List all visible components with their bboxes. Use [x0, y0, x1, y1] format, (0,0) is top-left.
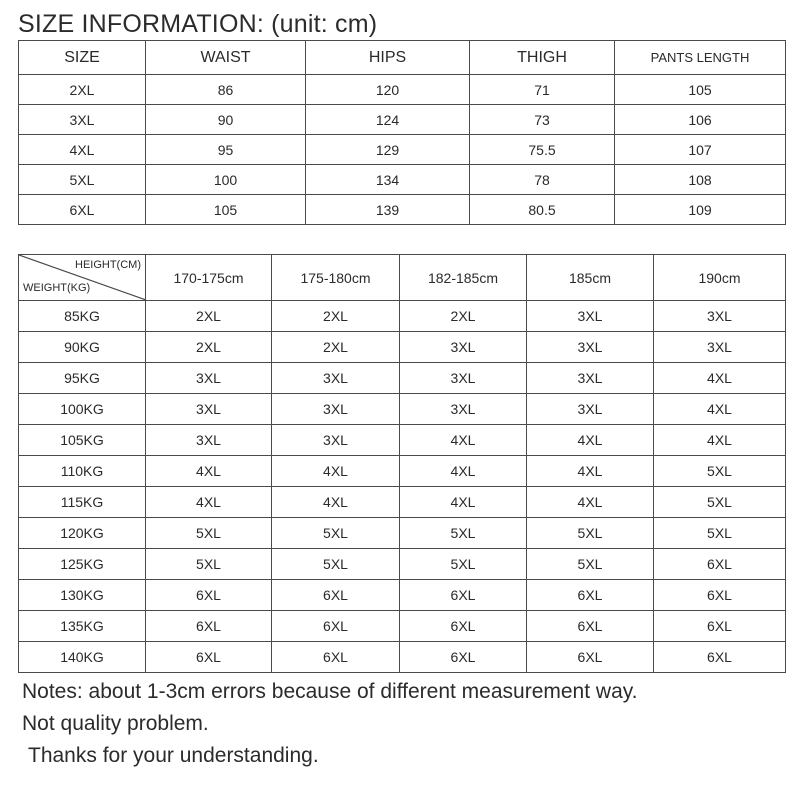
- table-cell: 73: [470, 105, 615, 135]
- table-cell: 6XL: [400, 642, 527, 673]
- weight-axis-label: WEIGHT(KG): [23, 282, 91, 294]
- height-header: 190cm: [654, 255, 786, 301]
- table-cell: 109: [615, 195, 786, 225]
- table-cell: 105: [615, 75, 786, 105]
- table-cell: 5XL: [654, 518, 786, 549]
- table-row: [19, 456, 786, 487]
- table-cell: 78: [470, 165, 615, 195]
- table-cell: 4XL: [654, 394, 786, 425]
- table-cell: 4XL: [654, 363, 786, 394]
- table-row: [19, 363, 786, 394]
- table-row: [19, 642, 786, 673]
- row-label-cell: 3XL: [19, 105, 146, 135]
- table-cell: 6XL: [146, 642, 272, 673]
- table-cell: 3XL: [654, 301, 786, 332]
- table-cell: 2XL: [272, 332, 400, 363]
- table-cell: 6XL: [527, 611, 654, 642]
- table-row: [19, 487, 786, 518]
- table-cell: 5XL: [272, 549, 400, 580]
- table-cell: 3XL: [527, 363, 654, 394]
- row-label-cell: 6XL: [19, 195, 146, 225]
- table-cell: 6XL: [654, 642, 786, 673]
- table-cell: 4XL: [654, 425, 786, 456]
- table-cell: 3XL: [400, 394, 527, 425]
- height-header: 185cm: [527, 255, 654, 301]
- height-header: 182-185cm: [400, 255, 527, 301]
- table-row: [19, 135, 786, 165]
- table-cell: 4XL: [400, 456, 527, 487]
- table-row: [19, 394, 786, 425]
- note-line: Notes: about 1-3cm errors because of different measurement way.: [22, 680, 638, 703]
- table-cell: 5XL: [527, 549, 654, 580]
- row-label-cell: 4XL: [19, 135, 146, 165]
- table-cell: 2XL: [146, 301, 272, 332]
- row-label-cell: 90KG: [19, 332, 146, 363]
- hips-header: HIPS: [306, 41, 470, 75]
- row-label-cell: 120KG: [19, 518, 146, 549]
- size-information-table: [18, 40, 786, 225]
- table-cell: 80.5: [470, 195, 615, 225]
- table-cell: 4XL: [527, 425, 654, 456]
- row-label-cell: 135KG: [19, 611, 146, 642]
- page-title: SIZE INFORMATION: (unit: cm): [18, 10, 378, 38]
- table-cell: 3XL: [527, 301, 654, 332]
- waist-header: WAIST: [146, 41, 306, 75]
- row-label-cell: 110KG: [19, 456, 146, 487]
- table-cell: 6XL: [272, 580, 400, 611]
- table-cell: 6XL: [146, 611, 272, 642]
- table-cell: 108: [615, 165, 786, 195]
- table-cell: 6XL: [272, 642, 400, 673]
- table-cell: 100: [146, 165, 306, 195]
- table-cell: 2XL: [272, 301, 400, 332]
- table-cell: 6XL: [272, 611, 400, 642]
- table-cell: 4XL: [527, 456, 654, 487]
- table-row: [19, 195, 786, 225]
- table-cell: 6XL: [400, 611, 527, 642]
- table-cell: 5XL: [654, 487, 786, 518]
- table-cell: 6XL: [654, 549, 786, 580]
- table-row: [19, 165, 786, 195]
- table-cell: 5XL: [400, 549, 527, 580]
- table-cell: 134: [306, 165, 470, 195]
- row-label-cell: 125KG: [19, 549, 146, 580]
- note-line: Not quality problem.: [22, 712, 209, 735]
- table-cell: 5XL: [146, 518, 272, 549]
- table-cell: 71: [470, 75, 615, 105]
- table-cell: 4XL: [400, 487, 527, 518]
- table-cell: 3XL: [272, 425, 400, 456]
- table-row: [19, 580, 786, 611]
- table-cell: 90: [146, 105, 306, 135]
- table-cell: 3XL: [527, 332, 654, 363]
- row-label-cell: 5XL: [19, 165, 146, 195]
- table-cell: 3XL: [527, 394, 654, 425]
- notes-section: [22, 676, 638, 772]
- size-table-header-row: [19, 41, 786, 75]
- table-row: [19, 75, 786, 105]
- table-cell: 3XL: [654, 332, 786, 363]
- row-label-cell: 105KG: [19, 425, 146, 456]
- table-cell: 5XL: [527, 518, 654, 549]
- size-header: SIZE: [19, 41, 146, 75]
- table-cell: 120: [306, 75, 470, 105]
- table-cell: 3XL: [146, 394, 272, 425]
- table-cell: 2XL: [146, 332, 272, 363]
- table-cell: 5XL: [272, 518, 400, 549]
- table-cell: 4XL: [272, 456, 400, 487]
- table-cell: 6XL: [400, 580, 527, 611]
- row-label-cell: 2XL: [19, 75, 146, 105]
- height-weight-fit-table: [18, 254, 786, 673]
- table-cell: 3XL: [146, 363, 272, 394]
- table-cell: 107: [615, 135, 786, 165]
- table-cell: 106: [615, 105, 786, 135]
- table-cell: 95: [146, 135, 306, 165]
- row-label-cell: 95KG: [19, 363, 146, 394]
- row-label-cell: 140KG: [19, 642, 146, 673]
- table-cell: 6XL: [527, 580, 654, 611]
- note-line: Thanks for your understanding.: [28, 744, 319, 767]
- table-cell: 105: [146, 195, 306, 225]
- table-cell: 75.5: [470, 135, 615, 165]
- height-header: 170-175cm: [146, 255, 272, 301]
- fit-table-header-row: [19, 255, 786, 301]
- table-cell: 5XL: [400, 518, 527, 549]
- table-cell: 6XL: [654, 611, 786, 642]
- table-row: [19, 301, 786, 332]
- table-cell: 4XL: [400, 425, 527, 456]
- table-row: [19, 105, 786, 135]
- table-cell: 139: [306, 195, 470, 225]
- table-cell: 4XL: [146, 456, 272, 487]
- thigh-header: THIGH: [470, 41, 615, 75]
- table-cell: 5XL: [654, 456, 786, 487]
- row-label-cell: 130KG: [19, 580, 146, 611]
- height-axis-label: HEIGHT(CM): [75, 259, 141, 271]
- table-cell: 86: [146, 75, 306, 105]
- table-cell: 4XL: [146, 487, 272, 518]
- row-label-cell: 100KG: [19, 394, 146, 425]
- table-cell: 3XL: [400, 363, 527, 394]
- table-cell: 3XL: [272, 394, 400, 425]
- table-row: [19, 425, 786, 456]
- table-row: [19, 549, 786, 580]
- table-row: [19, 611, 786, 642]
- table-cell: 6XL: [527, 642, 654, 673]
- table-row: [19, 332, 786, 363]
- table-row: [19, 518, 786, 549]
- table-cell: 124: [306, 105, 470, 135]
- table-cell: 2XL: [400, 301, 527, 332]
- table-cell: 3XL: [272, 363, 400, 394]
- row-label-cell: 85KG: [19, 301, 146, 332]
- height-weight-corner-cell: [19, 255, 146, 301]
- table-cell: 4XL: [272, 487, 400, 518]
- height-header: 175-180cm: [272, 255, 400, 301]
- table-cell: 3XL: [146, 425, 272, 456]
- table-cell: 3XL: [400, 332, 527, 363]
- table-cell: 6XL: [654, 580, 786, 611]
- table-cell: 129: [306, 135, 470, 165]
- table-cell: 5XL: [146, 549, 272, 580]
- row-label-cell: 115KG: [19, 487, 146, 518]
- table-cell: 4XL: [527, 487, 654, 518]
- table-cell: 6XL: [146, 580, 272, 611]
- pants-length-header: PANTS LENGTH: [615, 41, 786, 75]
